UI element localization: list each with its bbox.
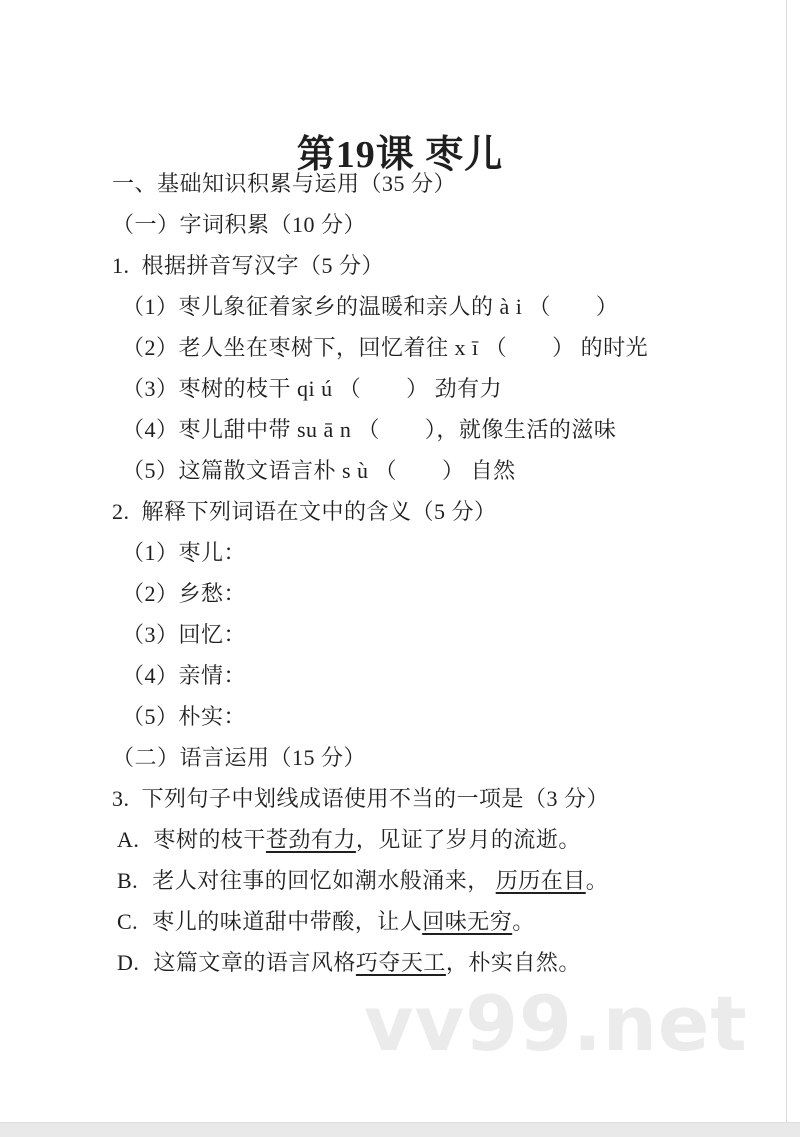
- underlined-idiom: 回味无穷: [422, 909, 513, 934]
- option-text: ，见证了岁月的流逝。: [355, 827, 581, 852]
- question-3-option-b: [0, 860, 786, 901]
- option-label: C.: [117, 909, 139, 934]
- part-one-heading: （一）字词积累（10 分）: [112, 212, 367, 237]
- option-label: D.: [117, 950, 140, 975]
- question-3-option-c: [0, 901, 786, 942]
- question-2-item-5: （5）朴实：: [122, 704, 247, 729]
- option-text: 枣儿的味道甜中带酸，让人: [152, 909, 423, 934]
- page-right-edge-line: [786, 0, 787, 1122]
- option-text: ，朴实自然。: [445, 950, 581, 975]
- part-two-heading: （二）语言运用（15 分）: [112, 745, 367, 770]
- option-text: 枣树的枝干: [153, 827, 266, 852]
- option-text: 这篇文章的语言风格: [153, 950, 356, 975]
- document-body: [0, 163, 786, 983]
- question-2-item-1: （1）枣儿：: [122, 540, 247, 565]
- question-1-stem: 1. 根据拼音写汉字（5 分）: [112, 253, 385, 278]
- section-one-heading: 一、基础知识积累与运用（35 分）: [112, 171, 457, 196]
- page-title: 第19课 枣儿: [296, 134, 504, 177]
- option-label: A.: [117, 827, 140, 852]
- option-text: 。: [585, 868, 609, 893]
- option-text: 。: [512, 909, 535, 934]
- option-text: 老人对往事的回忆如潮水般涌来，: [152, 868, 496, 893]
- page-bottom-band: [0, 1122, 800, 1137]
- question-1-item-5: （5）这篇散文语言朴 s ù （ ） 自然: [122, 458, 516, 483]
- option-label: B.: [117, 868, 139, 893]
- underlined-idiom: 苍劲有力: [265, 827, 356, 852]
- question-1-item-1: （1）枣儿象征着家乡的温暖和亲人的 à i （ ）: [122, 294, 619, 319]
- question-3-option-d: [0, 942, 786, 983]
- question-2-item-3: （3）回忆：: [122, 622, 247, 647]
- question-2-stem: 2. 解释下列词语在文中的含义（5 分）: [112, 499, 497, 524]
- question-2-item-2: （2）乡愁：: [122, 581, 247, 606]
- underlined-idiom: 历历在目: [495, 868, 586, 893]
- question-1-item-2: （2）老人坐在枣树下，回忆着往 x ī （ ） 的时光: [122, 335, 649, 360]
- watermark: vv99.net: [364, 979, 748, 1068]
- question-2-item-4: （4）亲情：: [122, 663, 247, 688]
- underlined-idiom: 巧夺天工: [355, 950, 446, 975]
- question-1-item-3: （3）枣树的枝干 qi ú （ ） 劲有力: [122, 376, 503, 401]
- question-3-option-a: [0, 819, 786, 860]
- question-1-item-4: （4）枣儿甜中带 su ā n （ ），就像生活的滋味: [122, 417, 617, 442]
- question-3-stem: 3. 下列句子中划线成语使用不当的一项是（3 分）: [112, 786, 610, 811]
